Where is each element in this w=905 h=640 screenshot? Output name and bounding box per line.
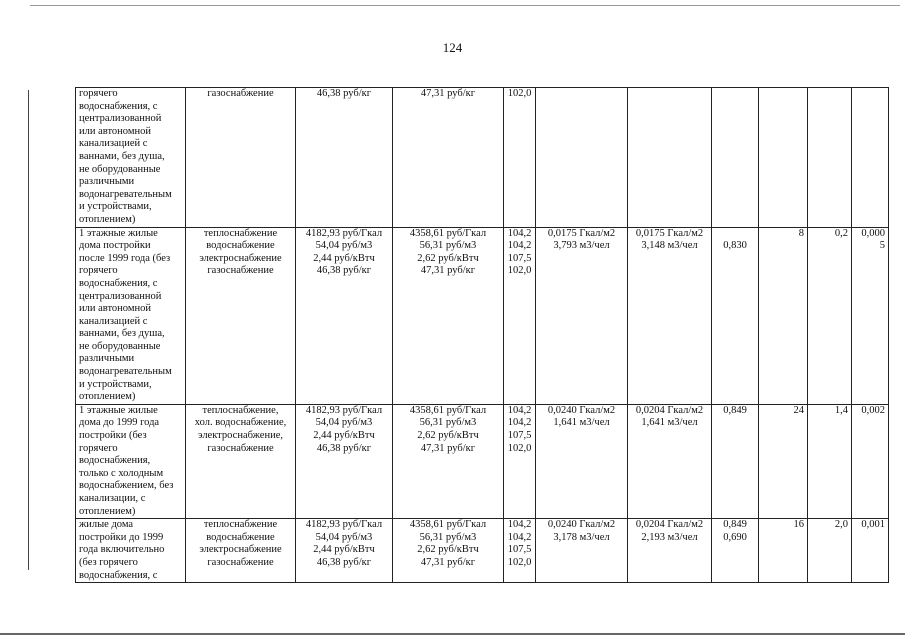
value-cell: 16 — [759, 519, 808, 583]
table-row — [76, 519, 889, 583]
norm-b-cell: 0,0204 Гкал/м2 1,641 м3/чел — [628, 404, 712, 518]
norm-a-cell — [536, 88, 628, 228]
value-cell: 0,001 — [852, 519, 889, 583]
norm-a-cell: 0,0175 Гкал/м2 3,793 м3/чел — [536, 227, 628, 404]
index-cell: 104,2 104,2 107,5 102,0 — [504, 519, 536, 583]
norm-a-cell: 0,0240 Гкал/м2 1,641 м3/чел — [536, 404, 628, 518]
table-row — [76, 404, 889, 518]
services-cell: теплоснабжение, хол. водоснабжение, электроснабжение, газоснабжение — [186, 404, 296, 518]
value-cell: 0,000 5 — [852, 227, 889, 404]
services-cell: теплоснабжение водоснабжение электроснабжение газоснабжение — [186, 519, 296, 583]
table-row — [76, 88, 889, 228]
norm-b-cell: 0,0175 Гкал/м2 3,148 м3/чел — [628, 227, 712, 404]
coef-cell: 0,849 0,690 — [712, 519, 759, 583]
index-cell: 104,2 104,2 107,5 102,0 — [504, 227, 536, 404]
coef-cell: 0,849 — [712, 404, 759, 518]
value-cell: 2,0 — [808, 519, 852, 583]
value-cell: 24 — [759, 404, 808, 518]
tariff-table — [75, 87, 889, 583]
tariff-old-cell: 46,38 руб/кг — [296, 88, 393, 228]
category-cell: 1 этажные жилые дома до 1999 года постройки (без горячего водоснабжения, только с холодным водоснабжением, без канализации, с отоплением) — [76, 404, 186, 518]
value-cell — [852, 88, 889, 228]
index-cell: 102,0 — [504, 88, 536, 228]
value-cell: 0,2 — [808, 227, 852, 404]
coef-cell — [712, 88, 759, 228]
value-cell: 0,002 — [852, 404, 889, 518]
tariff-new-cell: 4358,61 руб/Гкал 56,31 руб/м3 2,62 руб/кВтч 47,31 руб/кг — [393, 519, 504, 583]
tariff-old-cell: 4182,93 руб/Гкал 54,04 руб/м3 2,44 руб/кВтч 46,38 руб/кг — [296, 404, 393, 518]
coef-cell: 0,830 — [712, 227, 759, 404]
scan-edge-top — [30, 5, 900, 6]
index-cell: 104,2 104,2 107,5 102,0 — [504, 404, 536, 518]
value-cell: 1,4 — [808, 404, 852, 518]
services-cell: теплоснабжение водоснабжение электроснабжение газоснабжение — [186, 227, 296, 404]
tariff-new-cell: 47,31 руб/кг — [393, 88, 504, 228]
tariff-new-cell: 4358,61 руб/Гкал 56,31 руб/м3 2,62 руб/кВтч 47,31 руб/кг — [393, 404, 504, 518]
category-cell: жилые дома постройки до 1999 года включительно (без горячего водоснабжения, с — [76, 519, 186, 583]
value-cell — [808, 88, 852, 228]
value-cell — [759, 88, 808, 228]
services-cell: газоснабжение — [186, 88, 296, 228]
scan-edge-left — [28, 90, 29, 570]
table-row — [76, 227, 889, 404]
page-number: 124 — [442, 40, 463, 55]
norm-b-cell: 0,0204 Гкал/м2 2,193 м3/чел — [628, 519, 712, 583]
norm-b-cell — [628, 88, 712, 228]
category-cell: 1 этажные жилые дома постройки после 1999 года (без горячего водоснабжения, с централизованной или автономной канализацией с ваннами, без душа, не оборудованные различными водонагревательным и устройствами, отоплением) — [76, 227, 186, 404]
tariff-old-cell: 4182,93 руб/Гкал 54,04 руб/м3 2,44 руб/кВтч 46,38 руб/кг — [296, 519, 393, 583]
scan-edge-bottom — [0, 633, 905, 635]
category-cell: горячего водоснабжения, с централизованной или автономной канализацией с ваннами, без душа, не оборудованные различными водонагревательным и устройствами, отоплением) — [76, 88, 186, 228]
tariff-new-cell: 4358,61 руб/Гкал 56,31 руб/м3 2,62 руб/кВтч 47,31 руб/кг — [393, 227, 504, 404]
norm-a-cell: 0,0240 Гкал/м2 3,178 м3/чел — [536, 519, 628, 583]
tariff-old-cell: 4182,93 руб/Гкал 54,04 руб/м3 2,44 руб/кВтч 46,38 руб/кг — [296, 227, 393, 404]
value-cell: 8 — [759, 227, 808, 404]
